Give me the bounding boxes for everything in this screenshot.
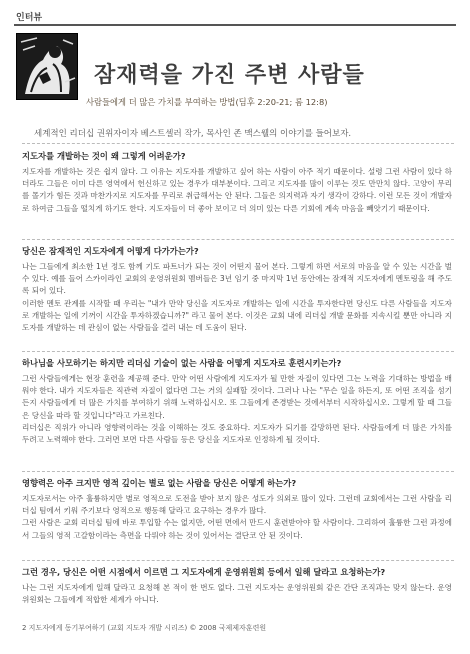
intro-text: 세계적인 리더십 권위자이자 베스트셀러 작가, 목사인 존 맥스웰의 이야기를 들어보자.: [34, 129, 352, 139]
answer-continued: 이러한 멘토 관계를 시작할 때 우리는 "내가 만약 당신을 지도자로 개발하는 일에 시간을 투자한다면 당신도 다른 사람들을 지도자로 개발하는 일에 기꺼이 시간을 투자하겠습니까?" 라고 물어 본다. 이것은 교회 내에 리더십 개발 문화를 지속시킬 뿐만 아니라 지도자를 개발하는 데 관심이 없는 사람들을 걸러 내는 데 도움이 된다.: [22, 298, 452, 333]
qa-section-5: [22, 566, 452, 606]
section-divider: [22, 143, 454, 144]
header-divider: [14, 24, 456, 26]
qa-section-2: [22, 245, 452, 334]
qa-section-3: [22, 357, 452, 446]
answer: 지도자로서는 아주 훌륭하지만 별로 영적으로 도전을 받아 보지 않은 성도가 의외로 많이 있다. 그런데 교회에서는 그런 사람을 리더십 팀에서 키워 주기보다 영적으로 행동해 달라고 요구하는 경우가 많다.: [22, 494, 452, 516]
question: 영향력은 아주 크지만 영적 깊이는 별로 없는 사람을 당신은 어떻게 하는가?: [22, 478, 297, 488]
header-section-tag: 인터뷰: [16, 13, 43, 23]
section-divider: [22, 560, 454, 561]
question: 하나님을 사모하기는 하지만 리더십 기술이 없는 사람을 어떻게 지도자로 훈련시키는가?: [22, 358, 342, 368]
question: 당신은 잠재적인 지도자에게 어떻게 다가가는가?: [22, 246, 199, 256]
answer: 나는 그들에게 최소한 1년 정도 함께 기도 파트너가 되는 것이 어떤지 물어 본다. 그렇게 하면 서로의 마음을 알 수 있는 시간을 벌 수 있다. 예를 들어 스카이라인 교회의 운영위원회 멤버들은 3년 임기 중 마지막 1년 동안에는 잠재적 지도자에게 멘토링을 해 주도록 되어 있다.: [22, 262, 452, 296]
answer-continued: 리더십은 직위가 아니라 영향력이라는 것을 이해하는 것도 중요하다. 지도자가 되기를 갈망하면 된다. 사람들에게 더 많은 가치를 두려고 노력해야 한다. 그러면 보면 다른 사람들 등은 당신을 지도자로 인정하게 될 것이다.: [22, 422, 452, 445]
qa-section-1: [22, 150, 452, 215]
page-subtitle: 사람들에게 더 많은 가치를 부여하는 방법(딤후 2:20-21; 롬 12:8): [86, 97, 328, 107]
question: 지도자를 개발하는 것이 왜 그렇게 어려운가?: [22, 151, 186, 161]
woodcut-illustration: [16, 33, 78, 100]
answer: 그런 사람들에게는 현장 훈련을 제공해 준다. 만약 어떤 사람에게 지도자가 될 만한 자질이 있다면 그는 노력을 기대하는 방법을 배워야 한다. 내가 지도자들은 직관력 자질이 없다면 그는 거의 실패할 것이다. 그러나 나는 "무슨 일을 하든지, 또 어떤 조직을 섬기든지 사람들에게 더 많은 가치를 부여하기 위해 노력하십시오. 또 그들에게 존경받는 것에서부터 시작하십시오. 그렇게 할 때 그들은 당신을 따라 할 것입니다"라고 가르친다.: [22, 374, 452, 420]
page-footer: 2 지도자에게 동기부여하기 (교회 지도자 개발 시리즈) © 2008 국제제자훈련원: [22, 624, 267, 632]
section-divider: [22, 351, 454, 352]
section-divider: [22, 471, 454, 472]
question: 그런 경우, 당신은 어떤 시점에서 이르면 그 지도자에게 운영위원회 등에서 일해 달라고 요청하는가?: [22, 567, 386, 577]
qa-section-4: [22, 477, 452, 542]
section-divider: [22, 239, 454, 240]
answer-continued: 그런 사람은 교회 리더십 팀에 바로 투입할 수는 없지만, 어떤 면에서 만드시 훈련받아야 할 사람이다. 그리하여 훌륭한 그런 과정에서 그들의 영적 고갈함이라는 측면을 다뤄야 하는 것이 있어서는 결단코 안 된 것이다.: [22, 518, 452, 540]
answer: 나는 그런 지도자에게 일해 달라고 요청해 본 적이 한 번도 없다. 그런 지도자는 운영위원회 같은 간단 조직과는 맞지 않는다. 운영위원회는 그들에게 적합한 세계가 아니다.: [22, 583, 452, 605]
page-title: 잠재력을 가진 주변 사람들: [94, 62, 365, 88]
answer: 지도자를 개발하는 것은 쉽지 않다. 그 이유는 지도자를 개발하고 싶어 하는 사람이 아주 적기 때문이다. 설령 그런 사람이 있다 하더라도 그들은 이미 다른 영역에서 헌신하고 있는 경우가 대부분이다. 그리고 지도자를 많이 이루는 것도 만만치 않다. 고양이 무리를 몰기가 힘든 것과 마찬가지로 지도자를 무리로 취급해서는 안 된다. 그들은 의지력과 자기 생각이 강하다. 이런 모든 것이 개발자로 하여금 그들을 떨치게 하기도 한다. 지도자들이 더 좋아 보이고 더 의미 있는 다른 기회에 계속 마음을 빼앗기기 때문이다.: [22, 167, 452, 213]
